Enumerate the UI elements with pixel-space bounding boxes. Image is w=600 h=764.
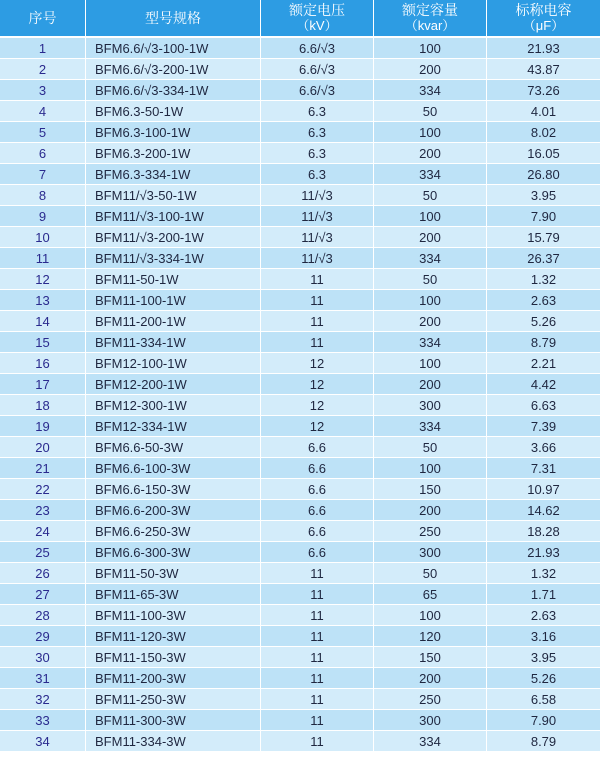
table-row	[0, 731, 600, 752]
header-capacitance	[487, 0, 600, 38]
table-row	[0, 332, 600, 353]
cell-index: 17	[0, 374, 86, 395]
cell-capacitance: 15.79	[487, 227, 600, 248]
table-row	[0, 710, 600, 731]
table-row	[0, 458, 600, 479]
cell-capacity: 200	[374, 227, 487, 248]
header-model-label: 型号规格	[145, 9, 201, 26]
cell-model: BFM12-200-1W	[86, 374, 261, 395]
cell-capacity: 200	[374, 143, 487, 164]
cell-index: 22	[0, 479, 86, 500]
cell-voltage: 11	[261, 269, 374, 290]
cell-index: 28	[0, 605, 86, 626]
cell-model: BFM11/√3-50-1W	[86, 185, 261, 206]
table-row	[0, 311, 600, 332]
cell-capacitance: 2.21	[487, 353, 600, 374]
cell-capacitance: 3.95	[487, 647, 600, 668]
cell-model: BFM6.6-200-3W	[86, 500, 261, 521]
table-row	[0, 563, 600, 584]
cell-model: BFM11-300-3W	[86, 710, 261, 731]
cell-capacity: 334	[374, 248, 487, 269]
cell-capacitance: 4.42	[487, 374, 600, 395]
cell-model: BFM11-334-1W	[86, 332, 261, 353]
cell-model: BFM11-150-3W	[86, 647, 261, 668]
cell-index: 4	[0, 101, 86, 122]
cell-capacitance: 3.95	[487, 185, 600, 206]
table-row	[0, 668, 600, 689]
cell-model: BFM11/√3-334-1W	[86, 248, 261, 269]
cell-capacity: 334	[374, 332, 487, 353]
cell-capacitance: 14.62	[487, 500, 600, 521]
cell-capacity: 100	[374, 206, 487, 227]
cell-model: BFM11-250-3W	[86, 689, 261, 710]
cell-index: 25	[0, 542, 86, 563]
table-row	[0, 122, 600, 143]
cell-voltage: 11	[261, 605, 374, 626]
table-row	[0, 689, 600, 710]
cell-capacitance: 8.79	[487, 731, 600, 752]
cell-capacity: 200	[374, 668, 487, 689]
cell-index: 5	[0, 122, 86, 143]
header-capacity	[374, 0, 487, 38]
cell-voltage: 12	[261, 395, 374, 416]
cell-capacity: 100	[374, 458, 487, 479]
cell-index: 12	[0, 269, 86, 290]
cell-capacitance: 3.16	[487, 626, 600, 647]
cell-index: 7	[0, 164, 86, 185]
cell-index: 23	[0, 500, 86, 521]
cell-capacity: 300	[374, 395, 487, 416]
cell-model: BFM6.6-300-3W	[86, 542, 261, 563]
cell-voltage: 11/√3	[261, 206, 374, 227]
cell-voltage: 11	[261, 668, 374, 689]
cell-index: 15	[0, 332, 86, 353]
cell-voltage: 12	[261, 416, 374, 437]
cell-capacity: 65	[374, 584, 487, 605]
cell-index: 3	[0, 80, 86, 101]
cell-model: BFM11-100-1W	[86, 290, 261, 311]
cell-voltage: 11	[261, 710, 374, 731]
cell-index: 13	[0, 290, 86, 311]
table-row	[0, 626, 600, 647]
cell-capacitance: 43.87	[487, 59, 600, 80]
cell-capacity: 334	[374, 164, 487, 185]
cell-model: BFM11-50-1W	[86, 269, 261, 290]
cell-capacitance: 1.32	[487, 563, 600, 584]
cell-index: 20	[0, 437, 86, 458]
cell-capacity: 100	[374, 38, 487, 59]
cell-capacity: 334	[374, 416, 487, 437]
cell-voltage: 6.6	[261, 479, 374, 500]
table-row	[0, 206, 600, 227]
cell-voltage: 11	[261, 311, 374, 332]
cell-model: BFM11/√3-200-1W	[86, 227, 261, 248]
cell-capacitance: 4.01	[487, 101, 600, 122]
cell-model: BFM11-65-3W	[86, 584, 261, 605]
cell-model: BFM12-334-1W	[86, 416, 261, 437]
cell-voltage: 11	[261, 584, 374, 605]
table-row	[0, 374, 600, 395]
cell-capacitance: 73.26	[487, 80, 600, 101]
cell-capacitance: 7.31	[487, 458, 600, 479]
cell-voltage: 11	[261, 731, 374, 752]
cell-index: 29	[0, 626, 86, 647]
cell-index: 18	[0, 395, 86, 416]
cell-voltage: 12	[261, 353, 374, 374]
cell-voltage: 6.6	[261, 437, 374, 458]
cell-voltage: 6.3	[261, 164, 374, 185]
cell-index: 19	[0, 416, 86, 437]
table-row	[0, 416, 600, 437]
cell-capacitance: 1.71	[487, 584, 600, 605]
cell-model: BFM12-300-1W	[86, 395, 261, 416]
cell-voltage: 6.6	[261, 542, 374, 563]
cell-model: BFM6.3-200-1W	[86, 143, 261, 164]
cell-capacitance: 26.80	[487, 164, 600, 185]
cell-model: BFM6.6-100-3W	[86, 458, 261, 479]
cell-voltage: 6.6	[261, 500, 374, 521]
cell-voltage: 11	[261, 563, 374, 584]
cell-index: 1	[0, 38, 86, 59]
cell-capacity: 100	[374, 605, 487, 626]
cell-capacity: 50	[374, 185, 487, 206]
table-row	[0, 80, 600, 101]
cell-capacitance: 6.63	[487, 395, 600, 416]
cell-voltage: 11/√3	[261, 248, 374, 269]
cell-capacitance: 21.93	[487, 38, 600, 59]
cell-model: BFM6.3-334-1W	[86, 164, 261, 185]
cell-model: BFM6.6-250-3W	[86, 521, 261, 542]
cell-capacitance: 5.26	[487, 668, 600, 689]
cell-index: 31	[0, 668, 86, 689]
header-index-label: 序号	[28, 9, 57, 26]
cell-capacity: 50	[374, 269, 487, 290]
header-voltage-unit: （kV）	[296, 18, 338, 33]
cell-model: BFM6.6/√3-200-1W	[86, 59, 261, 80]
header-model	[86, 0, 261, 38]
cell-index: 34	[0, 731, 86, 752]
cell-model: BFM11-200-3W	[86, 668, 261, 689]
cell-index: 14	[0, 311, 86, 332]
table-row	[0, 500, 600, 521]
header-row	[0, 0, 600, 38]
cell-capacitance: 7.39	[487, 416, 600, 437]
cell-voltage: 6.3	[261, 122, 374, 143]
table-row	[0, 437, 600, 458]
table-row	[0, 227, 600, 248]
cell-model: BFM11/√3-100-1W	[86, 206, 261, 227]
cell-voltage: 12	[261, 374, 374, 395]
cell-capacity: 200	[374, 374, 487, 395]
cell-index: 32	[0, 689, 86, 710]
table-row	[0, 185, 600, 206]
cell-index: 21	[0, 458, 86, 479]
cell-capacity: 200	[374, 500, 487, 521]
table-row	[0, 521, 600, 542]
cell-capacity: 100	[374, 290, 487, 311]
cell-model: BFM11-200-1W	[86, 311, 261, 332]
cell-capacitance: 8.79	[487, 332, 600, 353]
cell-capacity: 50	[374, 437, 487, 458]
cell-index: 27	[0, 584, 86, 605]
cell-model: BFM6.6-150-3W	[86, 479, 261, 500]
cell-capacitance: 5.26	[487, 311, 600, 332]
cell-voltage: 6.6	[261, 521, 374, 542]
cell-capacitance: 18.28	[487, 521, 600, 542]
cell-capacitance: 3.66	[487, 437, 600, 458]
table-row	[0, 647, 600, 668]
cell-voltage: 11	[261, 332, 374, 353]
table-row	[0, 59, 600, 80]
cell-capacity: 334	[374, 80, 487, 101]
cell-index: 9	[0, 206, 86, 227]
cell-capacitance: 2.63	[487, 605, 600, 626]
cell-capacity: 150	[374, 647, 487, 668]
table-row	[0, 101, 600, 122]
cell-capacitance: 7.90	[487, 710, 600, 731]
cell-voltage: 6.3	[261, 101, 374, 122]
header-capacity-label: 额定容量	[402, 2, 458, 18]
cell-model: BFM12-100-1W	[86, 353, 261, 374]
cell-capacity: 100	[374, 122, 487, 143]
header-voltage	[261, 0, 374, 38]
cell-voltage: 11	[261, 626, 374, 647]
cell-voltage: 6.6/√3	[261, 59, 374, 80]
cell-index: 30	[0, 647, 86, 668]
cell-capacity: 50	[374, 563, 487, 584]
cell-model: BFM6.6-50-3W	[86, 437, 261, 458]
cell-capacity: 250	[374, 689, 487, 710]
cell-voltage: 11	[261, 689, 374, 710]
table-row	[0, 143, 600, 164]
cell-capacity: 300	[374, 710, 487, 731]
cell-capacitance: 7.90	[487, 206, 600, 227]
table-body	[0, 38, 600, 752]
cell-capacitance: 2.63	[487, 290, 600, 311]
table-header	[0, 0, 600, 38]
table-row	[0, 248, 600, 269]
table-row	[0, 542, 600, 563]
cell-capacity: 50	[374, 101, 487, 122]
cell-model: BFM11-100-3W	[86, 605, 261, 626]
cell-index: 24	[0, 521, 86, 542]
cell-index: 6	[0, 143, 86, 164]
cell-capacity: 120	[374, 626, 487, 647]
header-voltage-label: 额定电压	[289, 2, 345, 18]
cell-index: 33	[0, 710, 86, 731]
cell-voltage: 11/√3	[261, 227, 374, 248]
cell-voltage: 6.3	[261, 143, 374, 164]
cell-model: BFM11-50-3W	[86, 563, 261, 584]
cell-model: BFM6.6/√3-100-1W	[86, 38, 261, 59]
cell-capacitance: 1.32	[487, 269, 600, 290]
cell-index: 8	[0, 185, 86, 206]
cell-voltage: 11/√3	[261, 185, 374, 206]
cell-capacity: 100	[374, 353, 487, 374]
cell-index: 26	[0, 563, 86, 584]
cell-index: 2	[0, 59, 86, 80]
cell-index: 10	[0, 227, 86, 248]
table-row	[0, 584, 600, 605]
cell-index: 16	[0, 353, 86, 374]
cell-voltage: 11	[261, 290, 374, 311]
cell-capacity: 300	[374, 542, 487, 563]
cell-model: BFM6.6/√3-334-1W	[86, 80, 261, 101]
cell-model: BFM6.3-100-1W	[86, 122, 261, 143]
cell-capacitance: 26.37	[487, 248, 600, 269]
cell-capacitance: 8.02	[487, 122, 600, 143]
table-row	[0, 38, 600, 59]
cell-voltage: 6.6/√3	[261, 38, 374, 59]
cell-capacity: 200	[374, 59, 487, 80]
table-row	[0, 290, 600, 311]
cell-capacitance: 10.97	[487, 479, 600, 500]
header-index	[0, 0, 86, 38]
table-row	[0, 353, 600, 374]
table-row	[0, 164, 600, 185]
cell-capacitance: 16.05	[487, 143, 600, 164]
cell-capacity: 150	[374, 479, 487, 500]
cell-voltage: 6.6	[261, 458, 374, 479]
cell-capacity: 250	[374, 521, 487, 542]
table-row	[0, 479, 600, 500]
cell-capacity: 334	[374, 731, 487, 752]
cell-capacity: 200	[374, 311, 487, 332]
header-capacitance-label: 标称电容	[515, 2, 572, 18]
cell-capacitance: 21.93	[487, 542, 600, 563]
header-capacitance-unit: （μF）	[522, 18, 565, 33]
header-capacity-unit: （kvar）	[404, 18, 456, 33]
table-row	[0, 605, 600, 626]
cell-model: BFM6.3-50-1W	[86, 101, 261, 122]
cell-capacitance: 6.58	[487, 689, 600, 710]
table-row	[0, 395, 600, 416]
cell-index: 11	[0, 248, 86, 269]
cell-voltage: 6.6/√3	[261, 80, 374, 101]
cell-voltage: 11	[261, 647, 374, 668]
table-row	[0, 269, 600, 290]
cell-model: BFM11-334-3W	[86, 731, 261, 752]
cell-model: BFM11-120-3W	[86, 626, 261, 647]
